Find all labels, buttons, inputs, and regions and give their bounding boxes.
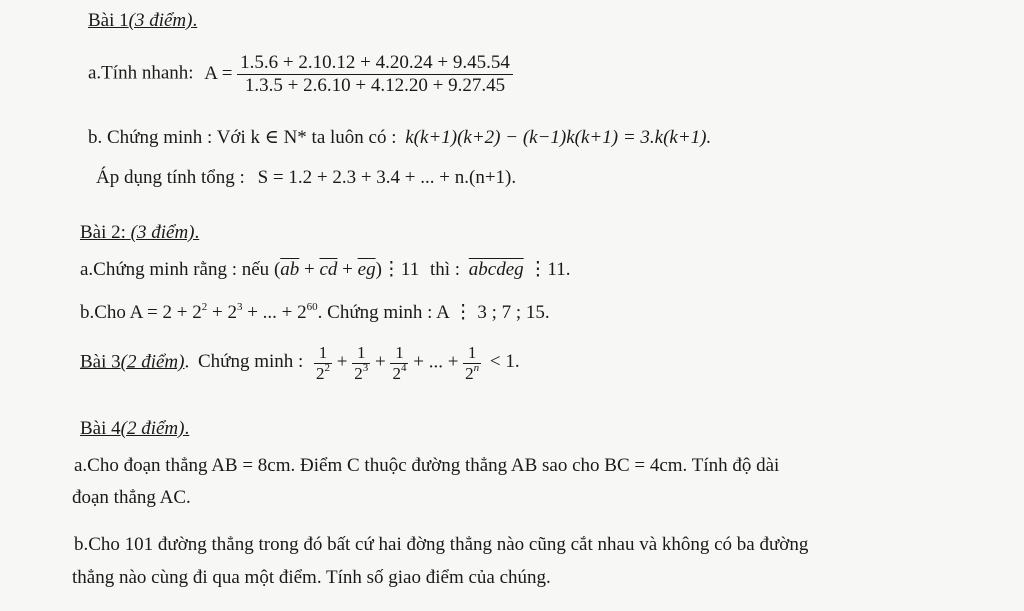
bai2-title bbox=[80, 222, 199, 244]
bai1-a-lhs: A = bbox=[204, 62, 233, 84]
bai3-text: Chứng minh : bbox=[197, 351, 304, 373]
bai4-b-line2: thẳng nào cùng đi qua một điểm. Tính số giao điểm của chúng. bbox=[72, 567, 551, 588]
bai2-title-points: (3 điểm) bbox=[130, 222, 195, 243]
bai2-b-exp60: 60 bbox=[306, 301, 318, 313]
bai1-title-points: (3 điểm) bbox=[128, 10, 193, 31]
bai2-part-a: a.Chứng minh rằng : nếu ($\overline{ab} + \overline{cd}$ + $\overline{eg})⋮11$ thì : abcdeg ⋮11. bbox=[80, 259, 571, 280]
bai2-title-end: . bbox=[194, 222, 200, 243]
bai2-a-then: thì : bbox=[429, 259, 461, 280]
bai3-title-points: (2 điểm) bbox=[120, 351, 185, 373]
bai1-b-sum: S = 1.2 + 2.3 + 3.4 + ... + n.(n+1). bbox=[257, 167, 517, 188]
bai3-title bbox=[80, 351, 184, 372]
bai1-part-a bbox=[88, 52, 513, 97]
bai3-dots: + ... + bbox=[413, 351, 459, 373]
bai2-b-mid2: + ... + 2 bbox=[247, 302, 307, 323]
bai1-a-label: a.Tính nhanh: bbox=[88, 62, 194, 84]
bai2-part-b bbox=[80, 301, 550, 324]
bai1-b-text: b. Chứng minh : Với k ∈ N* ta luôn có : bbox=[88, 127, 397, 148]
bai1-part-b bbox=[88, 126, 711, 149]
bai3-frac-3: $\frac{1}{2^3}$ bbox=[354, 343, 369, 383]
bai2-b-exp3: 3 bbox=[236, 301, 243, 313]
bai4-title-points: (2 điểm) bbox=[120, 418, 185, 439]
bai2-b-exp2: 2 bbox=[201, 301, 208, 313]
bai2-a-end: ⋮11. bbox=[528, 259, 571, 280]
bai2-a-cd: $\overline{cd}$ bbox=[319, 259, 338, 280]
bai4-a-line2: đoạn thẳng AC. bbox=[72, 487, 191, 508]
bai1-a-numerator: 1.5.6 + 2.10.12 + 4.20.24 + 9.45.54 bbox=[237, 52, 513, 75]
bai4-a-line1: a.Cho đoạn thẳng AB = 8cm. Điểm C thuộc đường thẳng AB sao cho BC = 4cm. Tính độ dài bbox=[74, 455, 780, 476]
bai2-b-mid1: + 2 bbox=[211, 302, 237, 323]
bai1-b-apply: Áp dụng tính tổng : bbox=[96, 167, 245, 188]
bai1-apply bbox=[96, 167, 516, 189]
bai3-title-prefix: Bài 3 bbox=[80, 351, 121, 373]
bai3-tail: < 1. bbox=[489, 351, 520, 373]
bai4-title-prefix: Bài 4 bbox=[80, 418, 121, 439]
bai3-line: Bài 3(2 điểm). Chứng minh : $\frac{1}{2^2}$ + $\frac{1}{2^3}$ + $\frac{1}{2^4}$ + ... + $\frac{1}{2^n}$ < 1. bbox=[80, 343, 520, 383]
bai2-a-div: ⋮11 bbox=[381, 259, 420, 280]
bai4-title bbox=[80, 418, 189, 440]
bai1-title-end: . bbox=[192, 10, 198, 31]
bai1-a-fraction bbox=[237, 52, 513, 97]
bai4-b-line1: b.Cho 101 đường thẳng trong đó bất cứ hai đờng thẳng nào cũng cắt nhau và không có ba đường bbox=[74, 534, 809, 555]
bai3-frac-n: $\frac{1}{2^n}$ bbox=[465, 343, 480, 383]
bai4-title-end: . bbox=[184, 418, 190, 439]
bai1-b-formula: k(k+1)(k+2) − (k−1)k(k+1) = 3.k(k+1). bbox=[405, 127, 712, 148]
bai2-b-suffix: . Chứng minh : A ⋮ 3 ; 7 ; 15. bbox=[317, 302, 550, 323]
bai2-title-prefix: Bài 2: bbox=[80, 222, 126, 243]
bai1-title bbox=[88, 10, 197, 32]
bai2-a-ab: $\overline{ab}$ bbox=[280, 259, 300, 280]
bai2-a-prefix: a.Chứng minh rằng : nếu bbox=[80, 259, 270, 280]
bai2-a-eg: $\overline{eg}$ bbox=[357, 259, 376, 280]
bai3-title-end: . bbox=[184, 351, 190, 373]
bai1-title-prefix: Bài 1 bbox=[88, 10, 129, 31]
bai3-frac-2: $\frac{1}{2^2}$ bbox=[316, 343, 331, 383]
bai2-a-number: abcdeg bbox=[468, 259, 524, 280]
bai2-b-prefix: b.Cho A = 2 + 2 bbox=[80, 302, 202, 323]
bai1-a-denominator: 1.3.5 + 2.6.10 + 4.12.20 + 9.27.45 bbox=[244, 74, 506, 96]
bai3-frac-4: $\frac{1}{2^4}$ bbox=[392, 343, 407, 383]
